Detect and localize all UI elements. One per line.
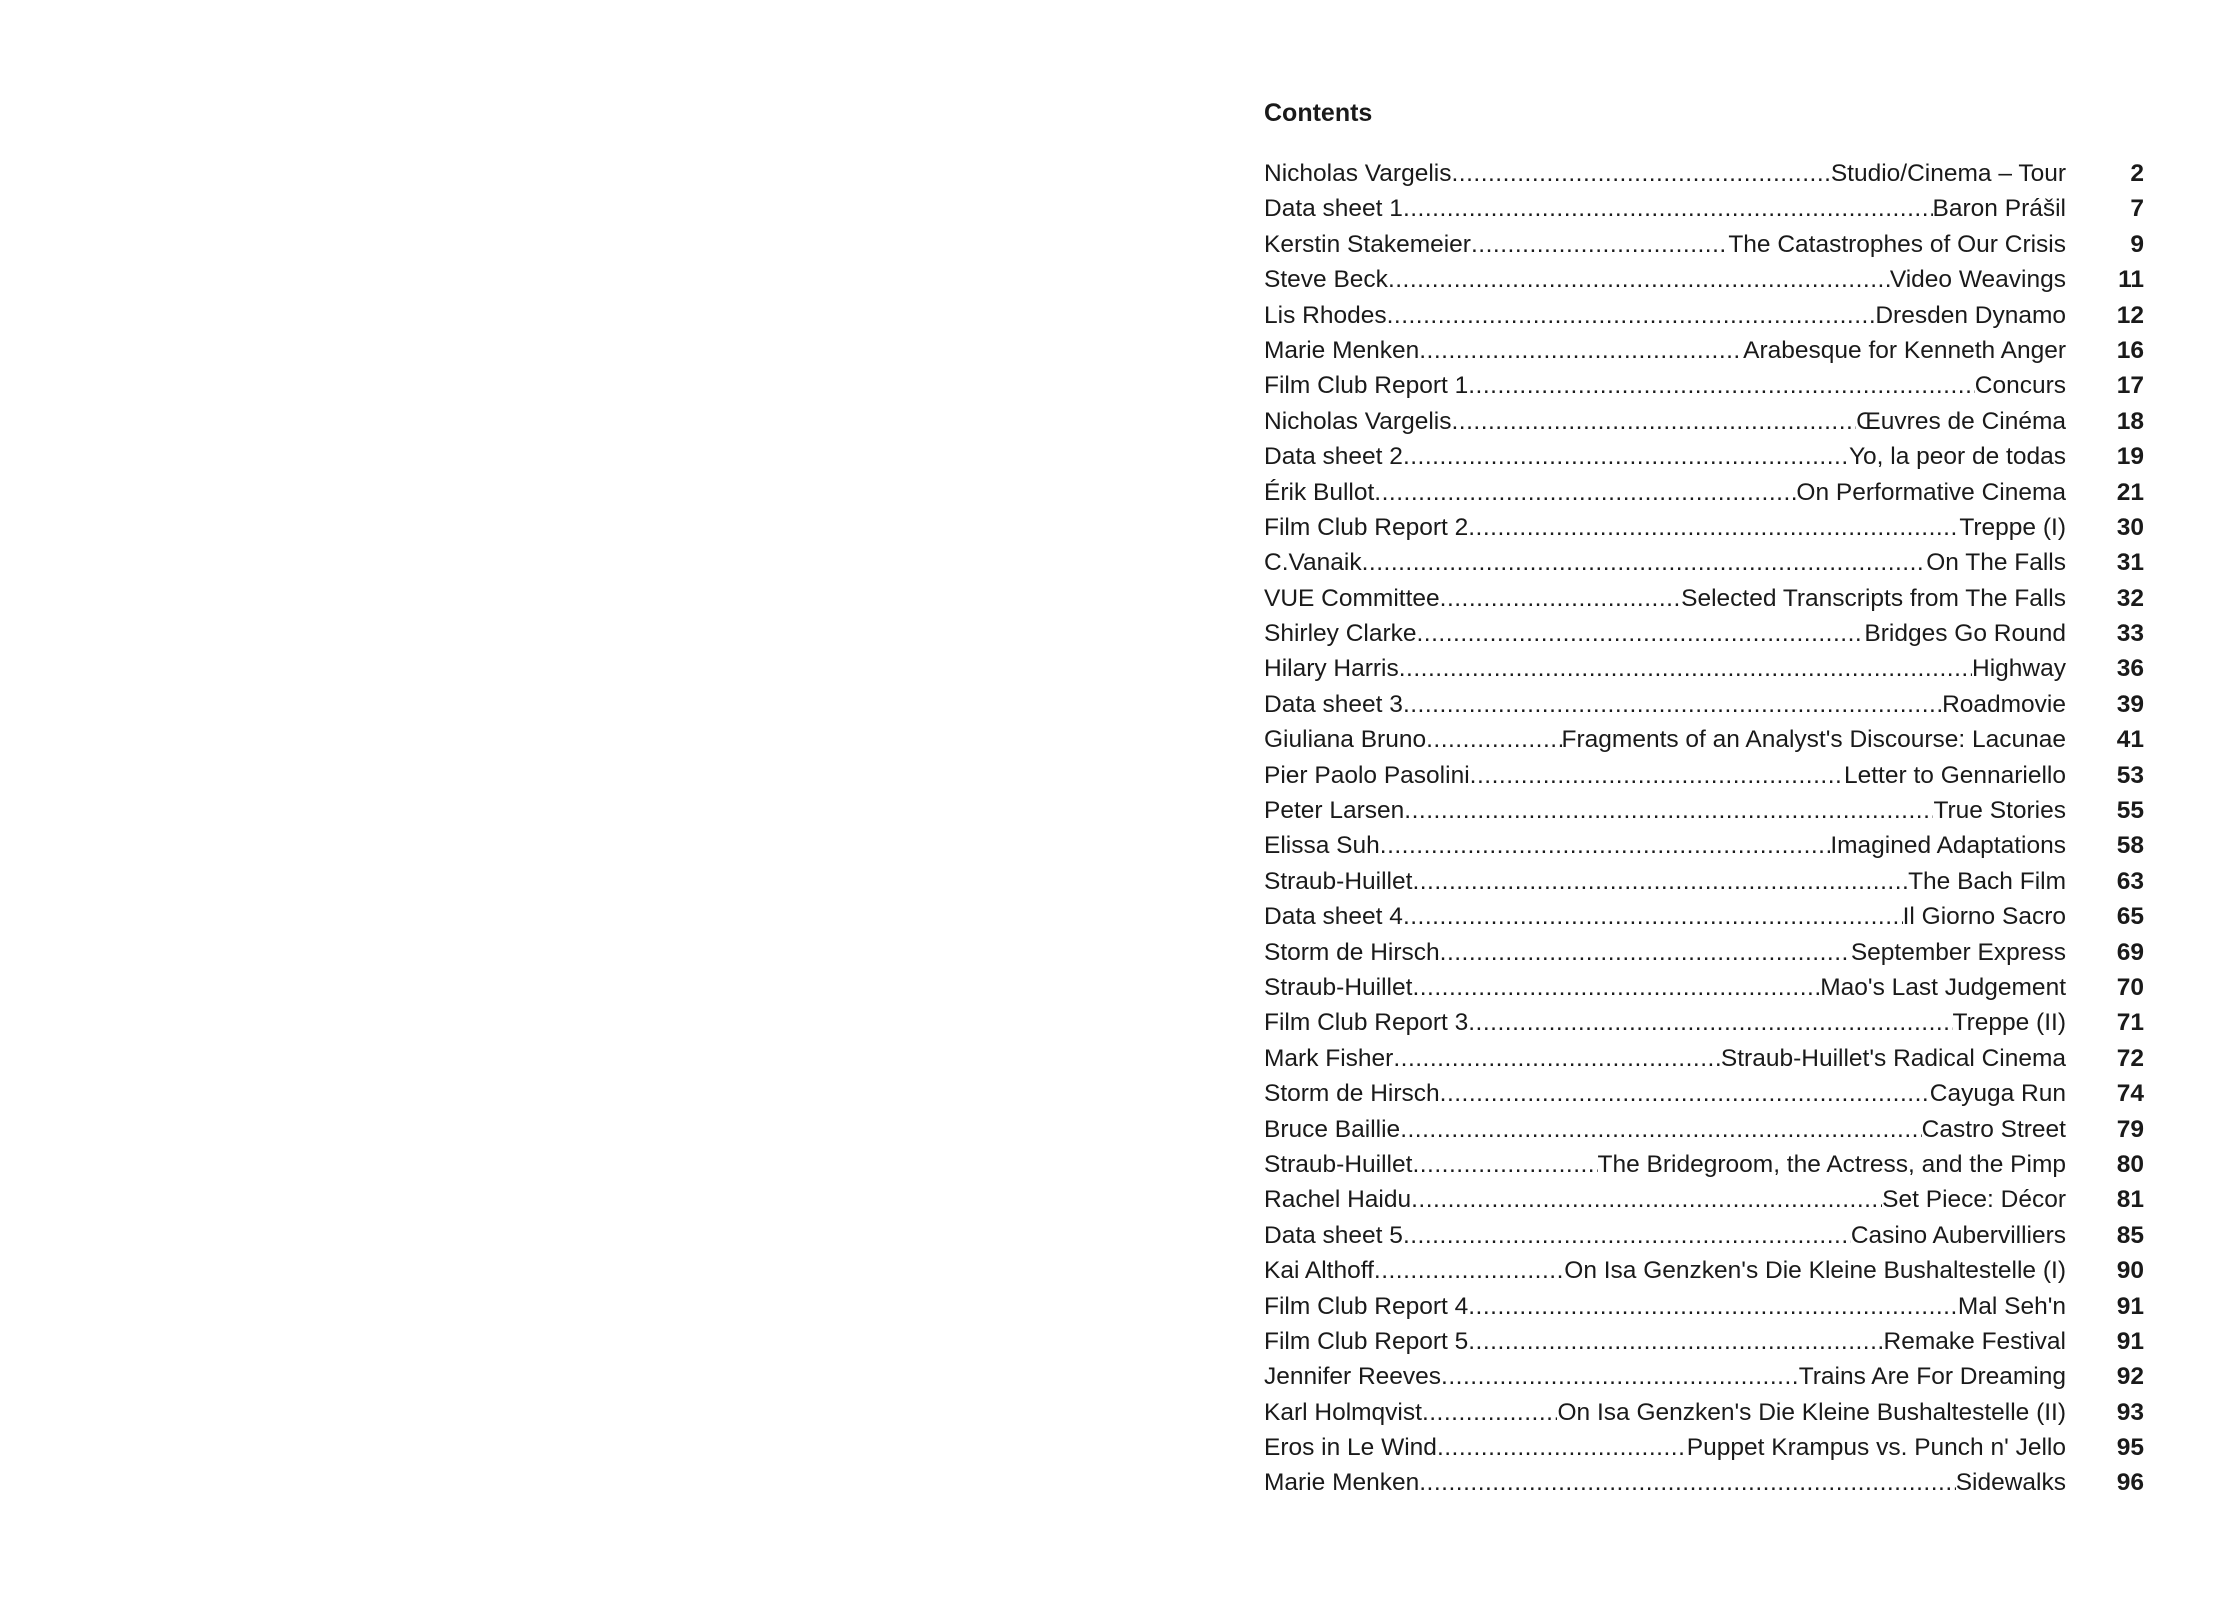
toc-entry-page-number: 16 <box>2116 336 2144 364</box>
toc-entry[interactable] <box>1264 191 2144 226</box>
toc-entry-leader-line <box>1264 722 2066 757</box>
dot-leader <box>1468 368 1975 403</box>
toc-entry-title: Fragments of an Analyst's Discourse: Lacunae <box>1561 726 2066 754</box>
toc-entry-leader-line <box>1264 1395 2066 1430</box>
toc-entry-title: Studio/Cinema – Tour <box>1830 160 2066 187</box>
toc-entry-leader-line <box>1264 793 2066 828</box>
toc-entry-page-number: 33 <box>2116 620 2144 648</box>
toc-entry-page-number: 85 <box>2116 1221 2144 1249</box>
toc-entry[interactable] <box>1264 156 2144 191</box>
toc-entry[interactable] <box>1264 404 2144 439</box>
toc-entry-leader-line <box>1264 1359 2066 1394</box>
toc-entry[interactable] <box>1264 510 2144 545</box>
toc-entry[interactable] <box>1264 828 2144 863</box>
toc-entry-title: The Bach Film <box>1908 867 2066 895</box>
toc-entry-leader-line <box>1264 1005 2066 1040</box>
toc-entry[interactable] <box>1264 1147 2144 1182</box>
toc-entry-leader-line <box>1264 758 2066 793</box>
toc-entry[interactable] <box>1264 970 2144 1005</box>
toc-entry[interactable] <box>1264 1253 2144 1288</box>
toc-entry-author: Peter Larsen <box>1264 797 1405 825</box>
toc-entry-leader-line <box>1264 545 2066 580</box>
dot-leader <box>1412 1147 1597 1182</box>
toc-entry[interactable] <box>1264 864 2144 899</box>
toc-entry-leader-line <box>1264 616 2066 651</box>
toc-entry-author: Marie Menken <box>1264 336 1420 364</box>
toc-entry-leader-line <box>1264 333 2066 368</box>
toc-entry-page-number: 69 <box>2116 938 2144 966</box>
toc-entry-page-number: 2 <box>2130 160 2144 187</box>
dot-leader <box>1419 333 1743 368</box>
toc-entry-author: Karl Holmqvist <box>1264 1398 1422 1426</box>
toc-entry-page-number: 96 <box>2116 1469 2144 1497</box>
toc-entry-title: September Express <box>1850 938 2066 966</box>
dot-leader <box>1362 545 1927 580</box>
toc-entry-page-number: 9 <box>2130 230 2144 258</box>
toc-entry-title: Casino Aubervilliers <box>1850 1221 2066 1249</box>
dot-leader <box>1470 758 1844 793</box>
toc-entry-author: VUE Committee <box>1264 584 1440 612</box>
toc-entry-author: Kerstin Stakemeier <box>1264 230 1471 258</box>
toc-entry-author: Rachel Haidu <box>1264 1186 1412 1214</box>
toc-entry-title: Roadmovie <box>1942 690 2066 718</box>
toc-entry-author: Mark Fisher <box>1264 1044 1394 1072</box>
toc-entry-page-number: 39 <box>2116 690 2144 718</box>
toc-entry-leader-line <box>1264 864 2066 899</box>
dot-leader <box>1404 793 1933 828</box>
toc-entry-author: Kai Althoff <box>1264 1257 1374 1285</box>
toc-entry-title: Mao's Last Judgement <box>1820 973 2066 1001</box>
dot-leader <box>1393 1041 1721 1076</box>
dot-leader <box>1399 651 1972 686</box>
toc-entry-title: Œuvres de Cinéma <box>1856 407 2066 435</box>
dot-leader <box>1451 404 1856 439</box>
toc-entry-author: Storm de Hirsch <box>1264 1080 1440 1108</box>
dot-leader <box>1468 1324 1883 1359</box>
toc-entry[interactable] <box>1264 1005 2144 1040</box>
toc-entry-leader-line <box>1264 191 2066 226</box>
toc-entry-leader-line <box>1264 1218 2066 1253</box>
toc-entry-leader-line <box>1264 404 2066 439</box>
dot-leader <box>1403 687 1942 722</box>
toc-entry-leader-line <box>1264 970 2066 1005</box>
toc-entry-title: Il Giorno Sacro <box>1902 903 2066 931</box>
toc-entry-page-number: 90 <box>2116 1257 2144 1285</box>
dot-leader <box>1440 581 1681 616</box>
toc-entry-author: Eros in Le Wind <box>1264 1434 1437 1462</box>
toc-entry-leader-line <box>1264 1112 2066 1147</box>
toc-entry-author: Lis Rhodes <box>1264 301 1387 329</box>
toc-entry[interactable] <box>1264 758 2144 793</box>
toc-entry[interactable] <box>1264 262 2144 297</box>
toc-entry-leader-line <box>1264 439 2066 474</box>
toc-entry[interactable] <box>1264 298 2144 333</box>
toc-entry-author: Giuliana Bruno <box>1264 726 1427 754</box>
toc-entry-leader-line <box>1264 298 2066 333</box>
dot-leader <box>1440 935 1851 970</box>
toc-entry-leader-line <box>1264 687 2066 722</box>
toc-entry-leader-line <box>1264 1147 2066 1182</box>
toc-entry[interactable] <box>1264 722 2144 757</box>
toc-entry-author: Film Club Report 3 <box>1264 1009 1469 1037</box>
toc-entry-title: Sidewalks <box>1955 1469 2066 1497</box>
toc-entry-title: On Isa Genzken's Die Kleine Bushaltestelle (II) <box>1557 1398 2066 1426</box>
toc-entry-title: Remake Festival <box>1883 1327 2066 1355</box>
dot-leader <box>1403 191 1933 226</box>
toc-entry-page-number: 41 <box>2116 726 2144 754</box>
toc-entry-title: Castro Street <box>1921 1115 2066 1143</box>
toc-entry[interactable] <box>1264 1041 2144 1076</box>
toc-entry-author: Data sheet 2 <box>1264 443 1403 471</box>
toc-entry-leader-line <box>1264 1430 2066 1465</box>
dot-leader <box>1422 1395 1558 1430</box>
toc-entry[interactable] <box>1264 1465 2144 1500</box>
toc-entry-page-number: 7 <box>2130 195 2144 223</box>
toc-entry-title: Set Piece: Décor <box>1882 1186 2066 1214</box>
toc-entry-page-number: 12 <box>2116 301 2144 329</box>
dot-leader <box>1403 1218 1851 1253</box>
toc-entry[interactable] <box>1264 439 2144 474</box>
toc-entry-title: Dresden Dynamo <box>1875 301 2066 329</box>
toc-entry[interactable] <box>1264 616 2144 651</box>
toc-entry-page-number: 21 <box>2116 478 2144 506</box>
toc-entry-title: Video Weavings <box>1889 266 2066 294</box>
toc-entry-author: Data sheet 3 <box>1264 690 1403 718</box>
toc-entry-title: Highway <box>1972 655 2066 683</box>
dot-leader <box>1426 722 1561 757</box>
toc-entry-author: Data sheet 1 <box>1264 195 1403 223</box>
dot-leader <box>1468 1289 1958 1324</box>
toc-entry-author: Shirley Clarke <box>1264 620 1417 648</box>
toc-entry-page-number: 32 <box>2116 584 2144 612</box>
toc-entry[interactable] <box>1264 651 2144 686</box>
toc-entry-author: Film Club Report 2 <box>1264 513 1469 541</box>
toc-entry-title: Puppet Krampus vs. Punch n' Jello <box>1686 1434 2066 1462</box>
toc-entry-page-number: 31 <box>2116 549 2144 577</box>
toc-entry-author: Film Club Report 4 <box>1264 1292 1469 1320</box>
dot-leader <box>1412 864 1908 899</box>
dot-leader <box>1412 970 1820 1005</box>
toc-entry[interactable] <box>1264 793 2144 828</box>
toc-entry-title: Baron Prášil <box>1932 195 2066 223</box>
dot-leader <box>1468 1005 1952 1040</box>
dot-leader <box>1437 1430 1687 1465</box>
toc-entry[interactable] <box>1264 1218 2144 1253</box>
toc-entry-page-number: 80 <box>2116 1150 2144 1178</box>
toc-entry-author: Film Club Report 5 <box>1264 1327 1469 1355</box>
toc-entry-author: Pier Paolo Pasolini <box>1264 761 1470 789</box>
toc-entry-leader-line <box>1264 1076 2066 1111</box>
toc-entry-leader-line <box>1264 262 2066 297</box>
toc-entry-page-number: 30 <box>2116 513 2144 541</box>
toc-entry[interactable] <box>1264 333 2144 368</box>
toc-entry-author: Érik Bullot <box>1264 478 1375 506</box>
toc-entry-author: C.Vanaik <box>1264 549 1362 577</box>
toc-entry-title: On Performative Cinema <box>1796 478 2066 506</box>
toc-entry[interactable] <box>1264 1430 2144 1465</box>
toc-entry-author: Nicholas Vargelis <box>1264 407 1452 435</box>
toc-entry-leader-line <box>1264 1041 2066 1076</box>
toc-entry[interactable] <box>1264 475 2144 510</box>
dot-leader <box>1403 439 1849 474</box>
dot-leader <box>1411 1182 1882 1217</box>
toc-entry-page-number: 91 <box>2116 1292 2144 1320</box>
toc-entry-leader-line <box>1264 1465 2066 1500</box>
toc-entry-title: Mal Seh'n <box>1957 1292 2066 1320</box>
toc-entry-leader-line <box>1264 651 2066 686</box>
toc-entry-author: Hilary Harris <box>1264 655 1399 683</box>
toc-entry-title: Selected Transcripts from The Falls <box>1681 584 2066 612</box>
toc-entry-author: Film Club Report 1 <box>1264 372 1469 400</box>
toc-entry[interactable] <box>1264 1076 2144 1111</box>
toc-entry-author: Straub-Huillet <box>1264 973 1413 1001</box>
toc-entry-title: Treppe (II) <box>1952 1009 2066 1037</box>
toc-entry-title: Imagined Adaptations <box>1830 832 2066 860</box>
toc-entry-author: Nicholas Vargelis <box>1264 160 1452 187</box>
toc-entry[interactable] <box>1264 1112 2144 1147</box>
dot-leader <box>1380 828 1831 863</box>
toc-entry-leader-line <box>1264 1182 2066 1217</box>
toc-entry-page-number: 95 <box>2116 1434 2144 1462</box>
dot-leader <box>1374 1253 1564 1288</box>
toc-entry-page-number: 55 <box>2116 797 2144 825</box>
toc-entry-leader-line <box>1264 828 2066 863</box>
toc-entry-title: On Isa Genzken's Die Kleine Bushaltestelle (I) <box>1564 1257 2066 1285</box>
toc-entry-page-number: 71 <box>2116 1009 2144 1037</box>
toc-entry-title: Arabesque for Kenneth Anger <box>1743 336 2066 364</box>
dot-leader <box>1451 156 1830 191</box>
toc-entry-leader-line <box>1264 368 2066 403</box>
toc-entry[interactable] <box>1264 581 2144 616</box>
toc-entry-page-number: 53 <box>2116 761 2144 789</box>
toc-entry[interactable] <box>1264 1324 2144 1359</box>
toc-entry-page-number: 11 <box>2118 266 2144 294</box>
toc-entry-title: Letter to Gennariello <box>1844 761 2066 789</box>
toc-entry-title: Bridges Go Round <box>1864 620 2066 648</box>
dot-leader <box>1387 298 1876 333</box>
toc-entry-author: Steve Beck <box>1264 266 1388 294</box>
dot-leader <box>1468 510 1959 545</box>
toc-entry-author: Data sheet 4 <box>1264 903 1403 931</box>
toc-entry-leader-line <box>1264 227 2066 262</box>
toc-entry-page-number: 92 <box>2116 1363 2144 1391</box>
dot-leader <box>1440 1076 1930 1111</box>
toc-entry-leader-line <box>1264 1324 2066 1359</box>
toc-entry-author: Marie Menken <box>1264 1469 1420 1497</box>
toc-entry-page-number: 74 <box>2116 1080 2144 1108</box>
toc-entry-page-number: 36 <box>2116 655 2144 683</box>
toc-list <box>1264 156 2144 1501</box>
toc-entry-title: True Stories <box>1933 797 2066 825</box>
toc-entry[interactable] <box>1264 1359 2144 1394</box>
toc-entry-title: On The Falls <box>1926 549 2066 577</box>
toc-entry-leader-line <box>1264 1253 2066 1288</box>
toc-entry[interactable] <box>1264 687 2144 722</box>
dot-leader <box>1403 899 1903 934</box>
toc-entry-author: Storm de Hirsch <box>1264 938 1440 966</box>
toc-entry-page-number: 91 <box>2116 1327 2144 1355</box>
dot-leader <box>1417 616 1865 651</box>
toc-entry-title: Straub-Huillet's Radical Cinema <box>1720 1044 2066 1072</box>
toc-entry-author: Elissa Suh <box>1264 832 1380 860</box>
toc-entry-page-number: 93 <box>2116 1398 2144 1426</box>
dot-leader <box>1471 227 1728 262</box>
toc-entry-title: Concurs <box>1974 372 2066 400</box>
toc-entry-leader-line <box>1264 156 2066 191</box>
contents-heading: Contents <box>1264 99 1373 127</box>
toc-entry[interactable] <box>1264 368 2144 403</box>
dot-leader <box>1400 1112 1921 1147</box>
toc-entry-title: The Catastrophes of Our Crisis <box>1728 230 2066 258</box>
toc-entry-author: Bruce Baillie <box>1264 1115 1401 1143</box>
toc-entry[interactable] <box>1264 1182 2144 1217</box>
toc-entry-page-number: 18 <box>2116 407 2144 435</box>
toc-entry[interactable] <box>1264 227 2144 262</box>
toc-entry-author: Straub-Huillet <box>1264 867 1413 895</box>
toc-entry-author: Straub-Huillet <box>1264 1150 1413 1178</box>
toc-entry-page-number: 17 <box>2116 372 2144 400</box>
toc-entry-leader-line <box>1264 899 2066 934</box>
toc-entry-page-number: 70 <box>2116 973 2144 1001</box>
toc-entry-page-number: 72 <box>2116 1044 2144 1072</box>
toc-entry-page-number: 81 <box>2116 1186 2144 1214</box>
dot-leader <box>1441 1359 1799 1394</box>
toc-entry[interactable] <box>1264 899 2144 934</box>
dot-leader <box>1388 262 1890 297</box>
toc-entry-title: Cayuga Run <box>1929 1080 2066 1108</box>
toc-entry[interactable] <box>1264 545 2144 580</box>
dot-leader <box>1374 475 1796 510</box>
toc-entry-title: Treppe (I) <box>1959 513 2066 541</box>
toc-entry-page-number: 58 <box>2116 832 2144 860</box>
table-of-contents <box>1264 96 2144 1501</box>
toc-entry-title: The Bridegroom, the Actress, and the Pimp <box>1597 1150 2066 1178</box>
toc-entry-leader-line <box>1264 475 2066 510</box>
toc-entry-leader-line <box>1264 510 2066 545</box>
toc-entry-title: Trains Are For Dreaming <box>1798 1363 2066 1391</box>
toc-entry[interactable] <box>1264 935 2144 970</box>
toc-entry[interactable] <box>1264 1289 2144 1324</box>
toc-entry-page-number: 63 <box>2116 867 2144 895</box>
dot-leader <box>1419 1465 1955 1500</box>
toc-entry-page-number: 65 <box>2116 903 2144 931</box>
toc-entry-leader-line <box>1264 1289 2066 1324</box>
toc-entry-leader-line <box>1264 935 2066 970</box>
toc-entry-page-number: 19 <box>2116 443 2144 471</box>
toc-entry-leader-line <box>1264 581 2066 616</box>
toc-entry[interactable] <box>1264 1395 2144 1430</box>
toc-entry-title: Yo, la peor de todas <box>1848 443 2066 471</box>
toc-entry-author: Jennifer Reeves <box>1264 1363 1442 1391</box>
toc-entry-page-number: 79 <box>2116 1115 2144 1143</box>
toc-entry-author: Data sheet 5 <box>1264 1221 1403 1249</box>
